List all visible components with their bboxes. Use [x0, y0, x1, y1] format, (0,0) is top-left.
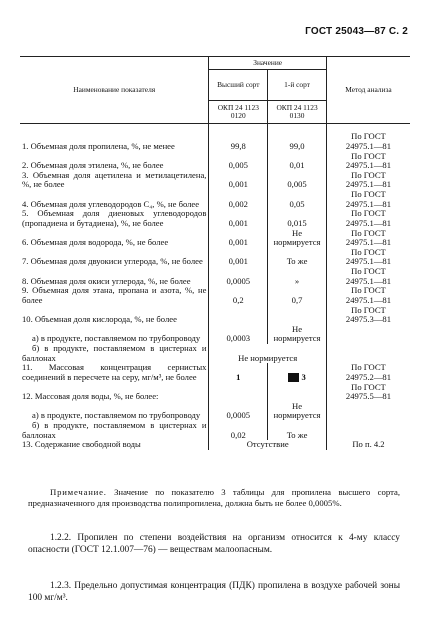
row-value-grade-2: 0,05: [268, 190, 327, 209]
row-method: По ГОСТ 24975.3—81: [345, 304, 392, 325]
row-method: По ГОСТ 24975.2—81: [345, 362, 392, 382]
column-header-code-1: ОКП 24 1123 0120: [209, 101, 268, 124]
row-method: По ГОСТ 24975.1—81: [345, 246, 392, 267]
row-value-grade-2: Не нормируется: [268, 325, 327, 344]
table-row: [20, 286, 410, 305]
specification-table: [20, 56, 410, 450]
table-row: [20, 229, 410, 248]
table-row: [20, 306, 410, 325]
row-name: 13. Содержание свободной воды: [22, 439, 141, 450]
table-row: [20, 132, 410, 151]
row-value-grade-2: 99,0: [268, 132, 327, 151]
note-text: Значение по показателю 3 таблицы для пропилена высшего сорта, предназначенного для производства полипропилена, должна быть не более 0,0005%.: [28, 487, 401, 508]
column-header-grade-1: Высший сорт: [209, 70, 268, 101]
table-row: [20, 209, 410, 228]
row-name: а) в продукте, поставляемом по трубопроводу: [32, 333, 201, 344]
table-row: [20, 363, 410, 382]
row-value-grade-2: [268, 306, 327, 325]
print-blot-mark: [288, 373, 299, 382]
row-name: 5. Объемная доля диеновых углеводородов (пропадиена и бутадиена), %, не более: [22, 208, 207, 228]
row-name: 1. Объемная доля пропилена, %, не менее: [22, 140, 175, 151]
standard-header: ГОСТ 25043—87 С. 2: [305, 26, 408, 37]
row-method: По ГОСТ 24975.1—81: [345, 169, 392, 190]
row-name: 11. Массовая концентрация сернистых соединений в пересчете на серу, мг/м³, не более: [22, 362, 207, 382]
row-value-grade-1: 0,002: [209, 190, 268, 209]
row-name: б) в продукте, поставляемом в цистернах и баллонах: [22, 420, 207, 440]
row-value-grade-2: 0,7: [268, 286, 327, 305]
note-label: Примечание.: [50, 487, 107, 497]
row-name: а) в продукте, поставляемом по трубопроводу: [32, 410, 201, 421]
row-method: [326, 421, 410, 440]
row-value-grade-2: То же: [268, 421, 327, 440]
row-value-grade-1: 0,001: [209, 171, 268, 190]
row-value-grade-1: [209, 383, 268, 402]
column-header-value: Значение: [209, 57, 327, 70]
row-name: 2. Объемная доля этилена, %, не более: [22, 160, 164, 171]
row-value-grade-1: 0,001: [209, 209, 268, 228]
row-name: б) в продукте, поставляемом в цистернах и баллонах: [22, 343, 207, 363]
row-value-grade-1: 0,005: [209, 152, 268, 171]
table-row: [20, 171, 410, 190]
row-value-grade-2: 0,005: [268, 171, 327, 190]
row-value-grade-1: 99,8: [209, 132, 268, 151]
row-name: 9. Объемная доля этана, пропана и азота, %, не более: [22, 285, 207, 305]
row-value-grade-1: 0,001: [209, 229, 268, 248]
row-value-grade-1: 0,0005: [209, 267, 268, 286]
row-value-grade-1: 0,001: [209, 248, 268, 267]
table-row: [20, 383, 410, 402]
paragraph-1-2-3: 1.2.3. Предельно допустимая концентрация (ПДК) пропилена в воздухе рабочей зоны 100 мг/м³.: [28, 581, 400, 604]
row-method: По ГОСТ 24975.1—81: [345, 266, 392, 286]
row-method: [326, 325, 410, 344]
table-note: [28, 487, 400, 509]
row-value-grade-2: 3: [268, 363, 327, 382]
row-value-merged: Не нормируется: [209, 344, 327, 363]
column-header-code-2: ОКП 24 1123 0130: [268, 101, 327, 124]
table-row: [20, 267, 410, 286]
row-value-grade-2: »: [268, 267, 327, 286]
row-method: По ГОСТ 24975.1—81: [345, 227, 392, 248]
table-row: [20, 421, 410, 440]
row-value-grade-2: 0,015: [268, 209, 327, 228]
row-method: По ГОСТ 24975.1—81: [345, 150, 392, 171]
row-method: По ГОСТ 24975.5—81: [345, 381, 392, 402]
row-method: [326, 344, 410, 363]
row-value-merged: Отсутствие: [209, 440, 327, 450]
row-name: 4. Объемная доля углеводородов С₄, %, не более: [22, 198, 200, 209]
row-method: По ГОСТ 24975.1—81: [345, 208, 392, 228]
table-row: [20, 440, 410, 450]
row-value-grade-1: 0,0003: [209, 325, 268, 344]
row-value-grade-2: То же: [268, 248, 327, 267]
row-value-grade-1: [209, 306, 268, 325]
row-method: По ГОСТ 24975.1—81: [345, 285, 392, 305]
table-row: [20, 190, 410, 209]
row-name: 7. Объемная доля двуокиси углерода, %, не более: [22, 256, 203, 267]
row-value-grade-2: 0,01: [268, 152, 327, 171]
table-row: [20, 152, 410, 171]
row-name: 10. Объемная доля кислорода, %, не более: [22, 314, 177, 325]
row-method: По п. 4.2: [352, 439, 385, 450]
row-method: По ГОСТ 24975.1—81: [345, 131, 392, 151]
row-value-grade-2: Не нормируется: [268, 229, 327, 248]
table-row: [20, 248, 410, 267]
column-header-grade-2: 1-й сорт: [268, 70, 327, 101]
table-row: [20, 344, 410, 363]
row-name: 12. Массовая доля воды, %, не более:: [22, 391, 159, 402]
paragraph-1-2-2: 1.2.2. Пропилен по степени воздействия на организм относится к 4-му классу опасности (ГОСТ 12.1.007—76) — веществам малоопасным.: [28, 533, 400, 556]
row-value-grade-1: 1: [209, 363, 268, 382]
row-name: 6. Объемная доля водорода, %, не более: [22, 237, 169, 248]
row-value-grade-1: 0,0005: [209, 402, 268, 421]
row-value-grade-2: [268, 383, 327, 402]
column-header-name: Наименование показателя: [20, 57, 209, 124]
row-value-grade-1: 0,02: [209, 421, 268, 440]
table-row: [20, 402, 410, 421]
row-name: 8. Объемная доля окиси углерода, %, не более: [22, 275, 191, 286]
column-header-method: Метод анализа: [326, 57, 410, 124]
row-value-grade-2: Не нормируется: [268, 402, 327, 421]
row-method: [326, 402, 410, 421]
row-name: 3. Объемная доля ацетилена и метилацетилена, %, не более: [22, 169, 207, 190]
row-value-grade-1: 0,2: [209, 286, 268, 305]
table-row: [20, 325, 410, 344]
row-method: По ГОСТ 24975.1—81: [345, 189, 392, 209]
